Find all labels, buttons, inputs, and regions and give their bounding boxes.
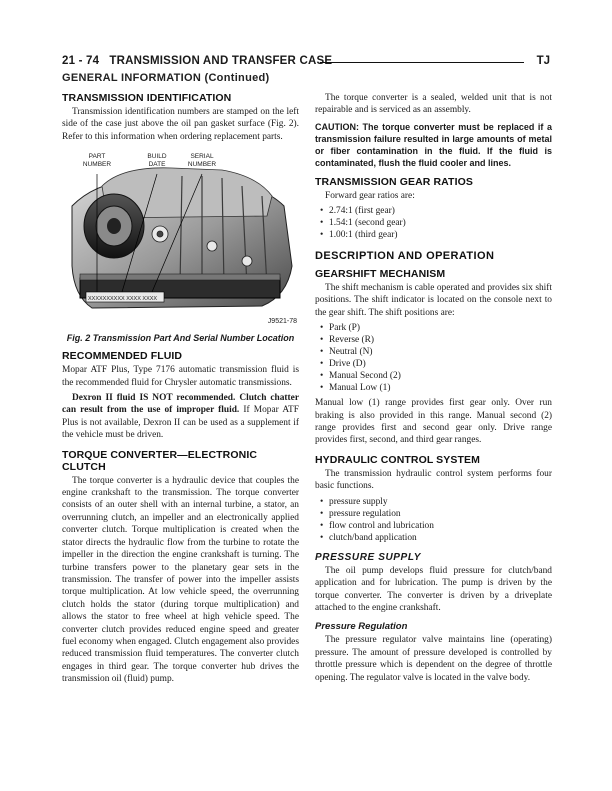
left-column [62, 92, 299, 689]
shift-position: • Drive (D) [329, 358, 552, 370]
fluid-text-2 [62, 392, 299, 442]
right-column [315, 92, 552, 687]
function-item: • pressure supply [329, 496, 552, 508]
header-left [62, 55, 332, 67]
shift-position: • Park (P) [329, 322, 552, 334]
ratios-intro: Forward gear ratios are: [325, 190, 415, 201]
fluid-supplement: If Mopar ATF Plus is not available, Dexron II can be used as a supplement if the vehicle must be driven. [62, 405, 299, 441]
heading-pressure-regulation: Pressure Regulation [315, 621, 408, 633]
identification-text: Transmission identification numbers are stamped on the left side of the case just above the oil pan gasket surface (Fig. 2). Refer to this information when ordering replacement parts. [62, 107, 299, 142]
heading-gearshift-mechanism: GEARSHIFT MECHANISM [315, 268, 446, 281]
shift-position: • Manual Second (2) [329, 370, 552, 382]
converter-service-text: The torque converter is a sealed, welded unit that is not repairable and is serviced as an assembly. [315, 93, 552, 116]
ratio-list [315, 205, 552, 241]
gearshift-ranges-text: Manual low (1) range provides first gear only. Over run braking is also provided in this range. Manual second (2) range provides first and second gear only. Drive range provides first, second, and third gear ranges. [315, 398, 552, 446]
page-header [62, 55, 550, 71]
page-number: 21 - 74 [62, 55, 100, 67]
heading-hydraulic-control: HYDRAULIC CONTROL SYSTEM [315, 453, 480, 466]
shift-position: • Manual Low (1) [329, 382, 552, 394]
shift-position-list [315, 322, 552, 394]
figure-caption: Fig. 2 Transmission Part And Serial Number Location [66, 333, 295, 344]
figure-2 [62, 146, 299, 329]
shift-position: • Neutral (N) [329, 346, 552, 358]
pressure-regulation-text: The pressure regulator valve maintains line (operating) pressure. The amount of pressure developed is controlled by throttle pressure which is dependent on the degree of throttle opening. The regulator valve is located in the valve body. [315, 635, 552, 683]
ratio-item: • 2.74:1 (first gear) [329, 205, 552, 217]
torque-converter-text: The torque converter is a hydraulic device that couples the engine crankshaft to the transmission. The torque converter consists of an outer shell with an internal turbine, a stator, an overrunning clutch, an impeller and an electronically applied converter clutch. Torque multiplication is created when the stator directs the hydraulic flow from the turbine to rotate the impeller in the direction the engine crankshaft is turning. The turbine transfers power to the planetary gear sets in the transmission. The transfer of power into the impeller assists torque multiplication. At low vehicle speed, the overrunning clutch holds the stator (during torque multiplication) and allows the stator to free wheel at high vehicle speed. The converter clutch provides reduced engine speed and greater fuel economy when engaged. Clutch engagement also provides reduced transmission fluid temperatures. The converter clutch engages in third gear. The torque converter hub drives the transmission oil (fluid) pump. [62, 475, 299, 685]
model-code: TJ [536, 55, 550, 67]
figure-id: J9521-78 [267, 318, 297, 326]
section-title: TRANSMISSION AND TRANSFER CASE [109, 55, 333, 67]
pressure-supply-text: The oil pump develops fluid pressure for clutch/band application and for lubrication. The pump is driven by the torque converter. The converter is driven by a driveplate attached to the engine crankshaft. [315, 565, 552, 613]
function-item: • clutch/band application [329, 532, 552, 544]
ratio-item: • 1.00:1 (third gear) [329, 229, 552, 241]
gearshift-text: The shift mechanism is cable operated and provides six shift positions. The shift indicator is located on the console next to the gear shift. The shift positions are: [315, 283, 552, 318]
label-build-date: BUILD DATE [147, 153, 167, 168]
label-serial-number: SERIAL NUMBER [187, 153, 217, 168]
heading-gear-ratios: TRANSMISSION GEAR RATIOS [315, 175, 473, 188]
function-list [315, 496, 552, 544]
function-item: • flow control and lubrication [329, 520, 552, 532]
heading-description-operation: DESCRIPTION AND OPERATION [315, 250, 495, 263]
caution-note: CAUTION: The torque converter must be replaced if a transmission failure resulted in large amounts of metal or fiber contamination in the fluid. If the fluid is contaminated, flush the fluid cooler and lines. [315, 121, 552, 169]
heading-pressure-supply: PRESSURE SUPPLY [315, 551, 422, 563]
heading-recommended-fluid: RECOMMENDED FLUID [62, 350, 183, 363]
stamped-serial: XXXXXXXXXX XXXX XXXX [88, 296, 158, 303]
shift-position: • Reverse (R) [329, 334, 552, 346]
header-rule [320, 62, 524, 63]
heading-transmission-identification: TRANSMISSION IDENTIFICATION [62, 92, 232, 104]
hydraulic-text: The transmission hydraulic control system performs four basic functions. [315, 468, 552, 492]
ratio-item: • 1.54:1 (second gear) [329, 217, 552, 229]
function-item: • pressure regulation [329, 508, 552, 520]
fluid-warning: Dexron II fluid IS NOT recommended. Clutch chatter can result from the use of improper fluid. [62, 393, 299, 416]
fluid-text-1: Mopar ATF Plus, Type 7176 automatic transmission fluid is the recommended fluid for Chrysler automatic transmissions. [62, 365, 299, 388]
section-subtitle: GENERAL INFORMATION (Continued) [62, 72, 270, 84]
label-part-number: PART NUMBER [82, 153, 112, 168]
heading-torque-converter: TORQUE CONVERTER—ELECTRONIC CLUTCH [62, 448, 258, 473]
